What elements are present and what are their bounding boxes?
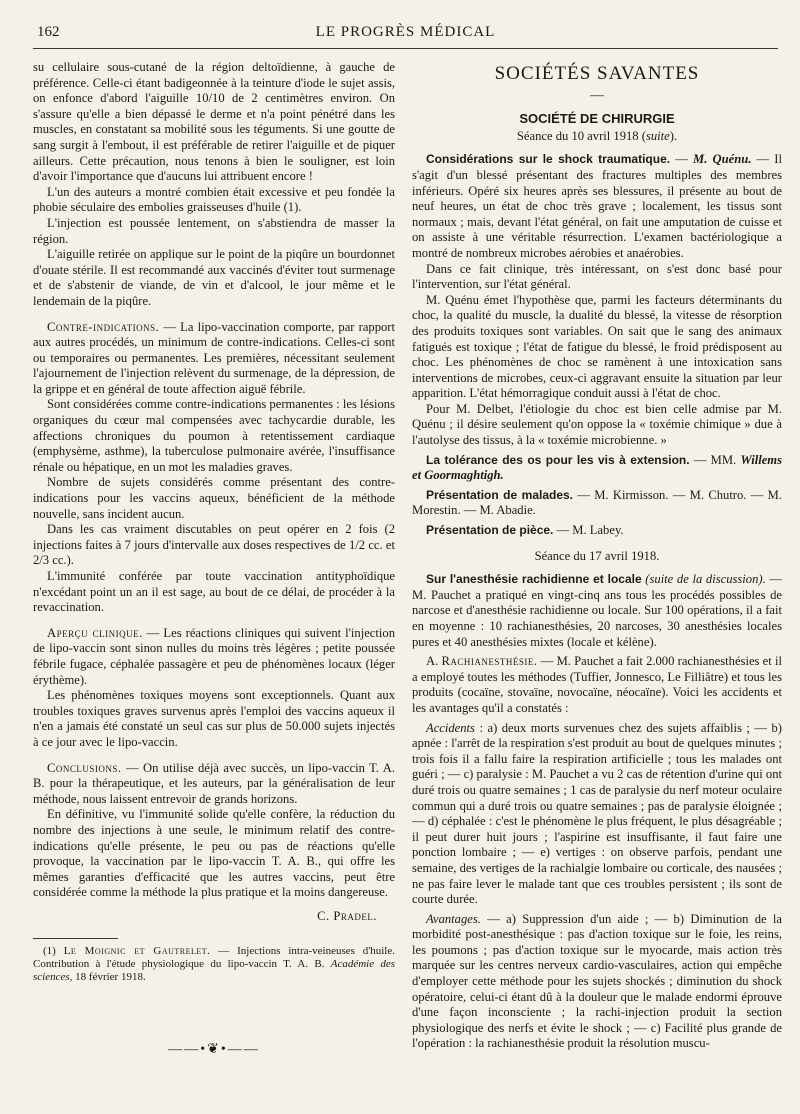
paragraph: Nombre de sujets considérés comme présentant des contre-indications pour les vaccins aqueux, bénéficient de la méthode nouvelle, sans incident aucun. xyxy=(33,475,395,521)
right-column xyxy=(412,60,782,1052)
left-column xyxy=(33,60,395,1058)
presentation-piece: Présentation de pièce. — M. Labey. xyxy=(426,523,624,538)
session-date-2: Séance du 17 avril 1918. xyxy=(534,548,660,563)
paragraph: Dans les cas vraiment discutables on peut opérer en 2 fois (2 injections faites à 7 jours d'intervalle aux doses respectives de 1/2 cc. et 2/3 cc.). xyxy=(33,522,395,568)
conclusions-paragraph: Conclusions. — On utilise déjà avec succès, un lipo-vaccin T. A. B. pour la thérapeutique, et les auteurs, par la généralisation de leur méthode, nous laissent entrevoir de grands horizons. xyxy=(33,760,395,806)
section-heading: Conclusions. xyxy=(47,760,122,775)
journal-title: LE PROGRÈS MÉDICAL xyxy=(315,24,496,40)
author-signature: C. Pradel. xyxy=(317,908,377,923)
tolerance-paragraph: La tolérance des os pour les vis à extension. — MM. Willems et Goormaghtigh. xyxy=(412,452,782,483)
paragraph: L'aiguille retirée on applique sur le point de la piqûre un bourdonnet d'ouate stérile. Il est recommandé aux vaccinés d'éviter tout surmenage et de s'abstenir de viande, de vin et d'alcool, le jour même et le lendemain de la piqûre. xyxy=(33,247,395,308)
page-number: 162 xyxy=(37,24,60,40)
paragraph: L'un des auteurs a montré combien était excessive et peu fondée la phobie séculaire des embolies graisseuses d'huile (1). xyxy=(33,184,395,215)
footnote-divider xyxy=(33,938,118,939)
section-title: SOCIÉTÉS SAVANTES xyxy=(494,63,700,84)
apercu-paragraph: Aperçu clinique. — Les réactions cliniques qui suivent l'injection de lipo-vaccin sont sinon nulles du moins très légères ; petite poussée fébrile fugace, céphalée passagère et peu de phénomènes locaux (léger érythème). xyxy=(33,625,395,687)
session-date: Séance du 10 avril 1918 (suite). xyxy=(516,128,678,143)
paragraph: Pour M. Delbet, l'étiologie du choc est bien celle admise par M. Quénu ; il désire seulement qu'on oppose la « toxémie chimique » due à l'autolyse des tissus, à la « toxémie microbienne. » xyxy=(412,401,782,448)
accidents-paragraph: Accidents : a) deux morts survenues chez des sujets affaiblis ; — b) apnée : l'arrêt de la respiration s'est produit au bout de quelques minutes ; trois fois il a fallu faire la respiration artificielle ; tous les malades ont guéri ; — c) paralysie : M. Pauchet a vu 2 cas de rétention d'urine qui ont duré trois ou quatre semaines ; 1 cas de paralysie du nerf moteur oculaire commun qui a duré trois ou quatre semaines ; pas de paralysie éloignée ; — d) céphalée : c'est le phénomène le plus fréquent, le plus désagréable ; il peut durer huit jours ; l'aspirine est insuffisante, il faut faire une ponction lombaire ; — e) vertiges : on observe parfois, pendant une semaine, des vertiges de la rachialgie lombaire ou corticale, des nausées ; ne pas faire lever le malade tant que ces troubles persistent ; ils sont de courte durée. xyxy=(412,720,782,907)
contre-indications-paragraph: Contre-indications. — La lipo-vaccination comporte, par rapport aux autres procédés, un minimum de contre-indications. Celles-ci sont ou temporaires ou permanentes. Les premières, nécessitant seulement l'ajournement de l'injection relèvent du surmenage, de la dépression, de la grippe et en général de toute affection aiguë fébrile. xyxy=(33,319,395,396)
paragraph: Dans ce fait clinique, très intéressant, on s'est donc basé pour l'intervention, sur l'état général. xyxy=(412,261,782,292)
section-heading: Aperçu clinique. xyxy=(47,625,143,640)
paragraph: Les phénomènes toxiques moyens sont exceptionnels. Quant aux troubles toxiques graves survenus après l'emploi des vaccins aqueux il n'en a jamais été constaté un seul cas sur plus de 50.000 sujets injectés à ce jour avec le lipo-vaccin. xyxy=(33,688,395,749)
avantages-paragraph: Avantages. — a) Suppression d'un aide ; — b) Diminution de la morbidité post-anesthésique : pas d'action toxique sur le foie, les reins, les poumons ; pas d'action toxique sur le myocarde, mais action très marquée sur les centres nerveux cardio-vasculaires, action qui empêche d'employer cette méthode pour les sujets shockés ; diminution du shock opératoire, celui-ci étant dû à la douleur que le malade endormi éprouve d'une façon inconsciente ; la rachi-injection produit la section physiologique des nerfs et évite le shock ; — c) Facilité plus grande de l'opération : la rachianesthésie produit la résolution muscu- xyxy=(412,911,782,1051)
paragraph: En définitive, vu l'immunité solide qu'elle confère, la réduction du nombre des injections à une seule, le minimum relatif des contre-indications qu'elle présente, le peu ou pas de réactions qu'elle provoque, la vaccination par le lipo-vaccin T. A. B., qui offre les mêmes garanties d'efficacité que les autres vaccins, peut être considérée comme la méthode la plus pratique et la moins dangereuse. xyxy=(33,807,395,900)
presentation-malades: Présentation de malades. — M. Kirmisson. — M. Chutro. — M. Morestin. — M. Abadie. xyxy=(412,487,782,518)
ornament: ——•❦•—— xyxy=(168,1042,260,1058)
anesthesie-paragraph: Sur l'anesthésie rachidienne et locale (suite de la discussion). — M. Pauchet a pratiqué en vingt-cinq ans tous les procédés possibles de narcose et d'anesthésie rachidienne ou locale. Sur 100 opérations, il a fait en moyenne : 10 rachianesthésies, 20 narcoses, 30 anesthésies locales pures et 40 anesthésies mixtes (locale et kélène). xyxy=(412,572,782,649)
page-header xyxy=(33,20,778,49)
footnote: (1) Le Moignic et Gautrelet. — Injections intra-veineuses d'huile. Contribution à l'étude physiologique du lipo-vaccin T. A. B. Académie des sciences, 18 février 1918. xyxy=(33,945,396,984)
section-heading: Contre-indications. xyxy=(47,319,160,334)
rachianesthesie-paragraph: A. Rachianesthésie. — M. Pauchet a fait 2.000 rachianesthésies et il a employé toutes les méthodes (Tuffier, Jonnesco, Le Filliâtre) et tous les produits (cocaïne, stovaïne, novocaïne, néocaïne). Voici les accidents et les avantages qu'il a constatés : xyxy=(412,654,782,715)
paragraph: M. Quénu émet l'hypothèse que, parmi les facteurs déterminants du choc, la qualité du muscle, la dualité du blessé, la vitesse de résorption des produits toxiques sont variables. On sait que le sang des animaux fatigués est toxique ; l'état de fatigue du blessé, le froid prédisposent au choc. Les phénomènes de choc se ramènent à une intoxication sans interventions de microbes, ceux-ci aggravant ensuite la situation par leur apparition. L'état hémorragique conduit aussi à l'état de choc. xyxy=(412,292,782,401)
paragraph: su cellulaire sous-cutané de la région deltoïdienne, à gauche de préférence. Celle-ci étant badigeonnée à la teinture d'iode le sujet assis, on enfonce d'abord l'aiguille 10/10 de 2 centimètres environ. On s'assure qu'elle a bien dépassé le derme et n'a point pénétré dans les muscles, en constatant sa mobilité sous les téguments. Si une goutte de sang surgit à l'embout, il est préférable de retirer l'aiguille et de piquer ailleurs. Cette précaution, nous tenons à bien le souligner, est loin d'avoir l'importance que d'aucuns lui attribuent encore ! xyxy=(33,60,395,184)
quenu-paragraph: Considérations sur le shock traumatique. — M. Quénu. — Il s'agit d'un blessé présentant des fractures multiples des membres inférieurs. Opéré six heures après ses blessures, il présente au bout de neuf heures, un état de choc très grave ; localement, les tissus sont normaux ; mais, devant l'état général, on fait une amputation de cuisse et on assiste à une véritable résurrection. L'examen bactériologique a montré de nombreux microbes aérobies et anaérobies. xyxy=(412,152,782,260)
paragraph: Sont considérées comme contre-indications permanentes : les lésions organiques du cœur mal compensées avec tachycardie durable, les affections chroniques du poumon à retentissement cardiaque (emphysème, asthme), la tuberculose pulmonaire avérée, l'insuffisance rénale ou hépatique, en un mot les maladies graves. xyxy=(33,397,395,474)
paragraph: L'immunité conférée par toute vaccination antityphoïdique n'excédant point un an il est sage, au bout de ce délai, de procéder à la revaccination. xyxy=(33,569,395,615)
title-dash: — xyxy=(590,87,604,103)
society-title: SOCIÉTÉ DE CHIRURGIE xyxy=(519,111,675,127)
paragraph: L'injection est poussée lentement, on s'abstiendra de masser la région. xyxy=(33,215,395,246)
